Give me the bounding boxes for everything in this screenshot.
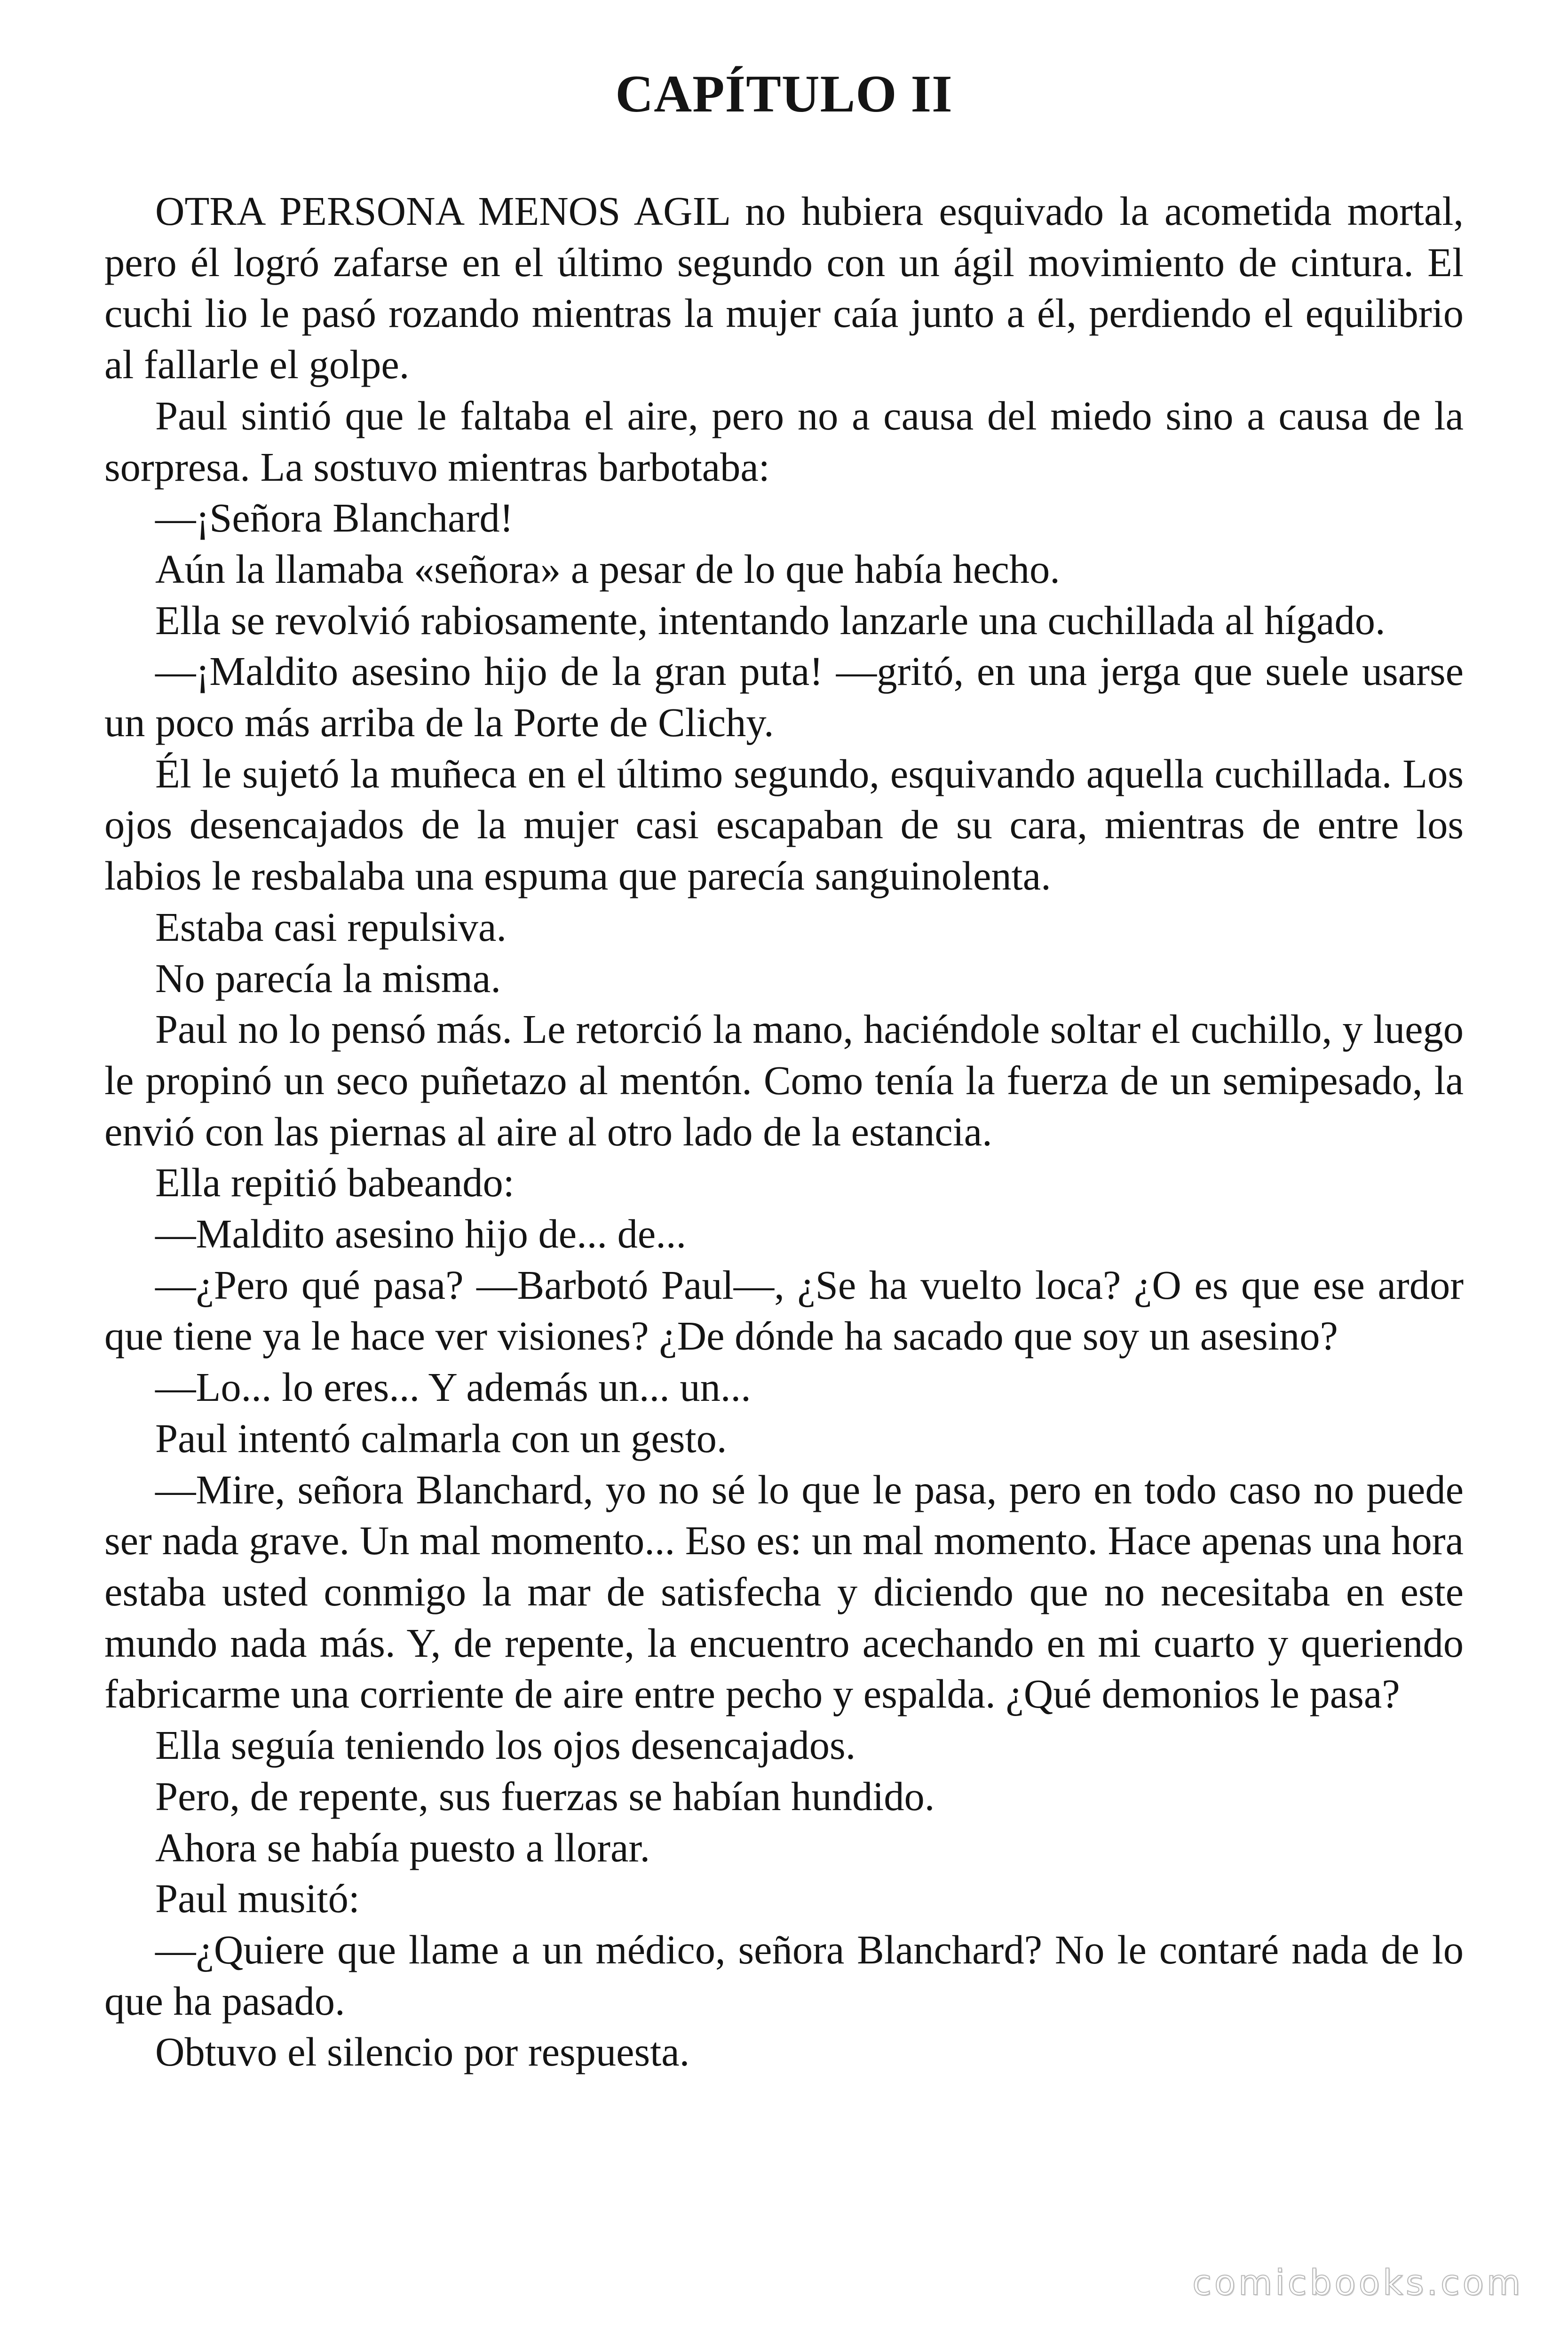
paragraph: Ahora se había puesto a llorar. <box>155 1825 650 1870</box>
paragraph: Ella seguía teniendo los ojos desencajados. <box>155 1723 856 1768</box>
paragraph: Aún la llamaba «señora» a pesar de lo que había hecho. <box>155 546 1060 592</box>
dialogue-line: —¡Maldito asesino hijo de la gran puta! —gritó, en una jerga que suele usarse un poco más arriba de la Porte de Clichy. <box>104 649 1464 746</box>
watermark: comicbooks.com <box>1192 2263 1523 2303</box>
dialogue-line: —¿Quiere que llame a un médico, señora Blanchard? No le contaré nada de lo que ha pasado. <box>104 1927 1464 2024</box>
chapter-title: CAPÍTULO II <box>615 65 953 123</box>
paragraph: Obtuvo el silencio por respuesta. <box>155 2029 690 2075</box>
paragraph: Paul musitó: <box>155 1876 360 1922</box>
dialogue-line: —Lo... lo eres... Y además un... un... <box>155 1365 751 1410</box>
paragraph: Ella repitió babeando: <box>155 1160 515 1206</box>
dialogue-line: —Mire, señora Blanchard, yo no sé lo que le pasa, pero en todo caso no puede ser nada grave. Un mal momento... Eso es: un mal momento. Hace apenas una hora estaba usted conmigo la mar de satisfecha y diciendo que no necesitaba en este mundo nada más. Y, de repente, la encuentro acechando en mi cuarto y queriendo fabricarme una corriente de aire entre pecho y espalda. ¿Qué demonios le pasa? <box>104 1467 1464 1717</box>
paragraph: Él le sujetó la muñeca en el último segundo, esquivando aquella cuchillada. Los ojos desencajados de la mujer casi escapaban de su cara, mientras de entre los labios le resbalaba una espuma que parecía sanguinolenta. <box>104 751 1464 899</box>
paragraph: Paul no lo pensó más. Le retorció la mano, haciéndole soltar el cuchillo, y luego le propinó un seco puñetazo al mentón. Como tenía la fuerza de un semipesado, la envió con las piernas al aire al otro lado de la estancia. <box>104 1007 1464 1154</box>
paragraph: Estaba casi repulsiva. <box>155 904 507 950</box>
paragraph: Paul intentó calmarla con un gesto. <box>155 1415 727 1461</box>
paragraph: Paul sintió que le faltaba el aire, pero no a causa del miedo sino a causa de la sorpresa. La sostuvo mientras barbotaba: <box>104 393 1464 490</box>
paragraph: Ella se revolvió rabiosamente, intentando lanzarle una cuchillada al hígado. <box>155 597 1386 643</box>
dialogue-line: —¿Pero qué pasa? —Barbotó Paul—, ¿Se ha vuelto loca? ¿O es que ese ardor que tiene ya le hace ver visiones? ¿De dónde ha sacado que soy un asesino? <box>104 1262 1464 1359</box>
dialogue-line: —Maldito asesino hijo de... de... <box>155 1211 687 1257</box>
paragraph: No parecía la misma. <box>155 955 501 1001</box>
dialogue-line: —¡Señora Blanchard! <box>155 495 514 541</box>
paragraph: OTRA PERSONA MENOS AGIL no hubiera esquivado la acometida mortal, pero él logró zafarse en el último segundo con un ágil movimiento de cintura. El cuchi lio le pasó rozando mientras la mujer caía junto a él, perdiendo el equilibrio al fallarle el golpe. <box>104 189 1464 388</box>
paragraph: Pero, de repente, sus fuerzas se habían hundido. <box>155 1773 935 1819</box>
chapter-text <box>104 186 1464 2078</box>
